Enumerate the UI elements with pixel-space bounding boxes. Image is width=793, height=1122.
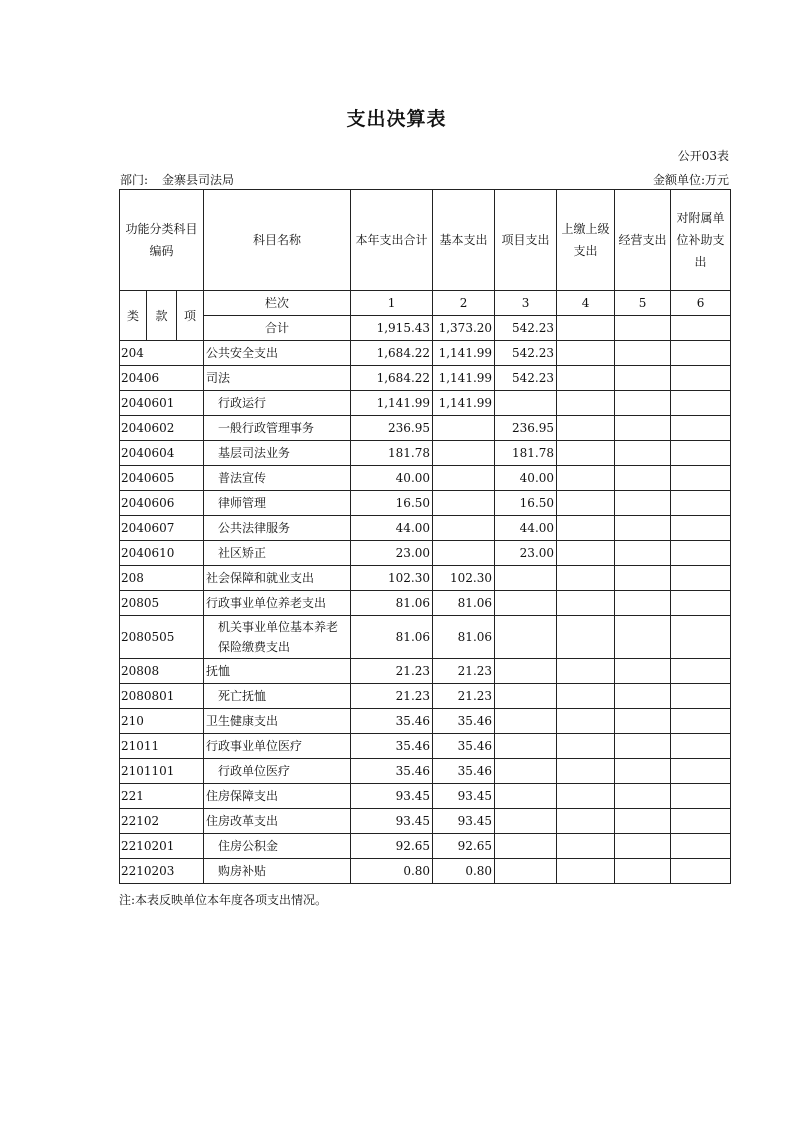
basic-cell (433, 491, 495, 516)
subsidy-cell (671, 366, 731, 391)
subject-name-cell: 住房公积金 (204, 834, 351, 859)
basic-cell: 21.23 (433, 684, 495, 709)
code-cell: 2040606 (120, 491, 204, 516)
upper-cell (557, 616, 615, 659)
header-kuan: 款 (147, 291, 177, 341)
business-cell (615, 591, 671, 616)
code-cell: 20808 (120, 659, 204, 684)
upper-cell (557, 541, 615, 566)
subject-name-cell: 行政事业单位医疗 (204, 734, 351, 759)
total-cell: 23.00 (351, 541, 433, 566)
header-total: 本年支出合计 (351, 190, 433, 291)
business-cell (615, 616, 671, 659)
table-row (120, 684, 731, 709)
code-cell: 2210203 (120, 859, 204, 884)
upper-cell (557, 391, 615, 416)
business-cell (615, 834, 671, 859)
code-cell: 22102 (120, 809, 204, 834)
subsidy-cell (671, 341, 731, 366)
total-cell: 236.95 (351, 416, 433, 441)
form-number: 公开03表 (677, 149, 729, 163)
header-row (120, 190, 731, 291)
subject-name-cell: 住房改革支出 (204, 809, 351, 834)
department-label: 部门: (120, 173, 149, 187)
business-cell (615, 659, 671, 684)
business-cell (615, 784, 671, 809)
subject-name-cell: 社会保障和就业支出 (204, 566, 351, 591)
business-cell (615, 516, 671, 541)
code-cell: 2080801 (120, 684, 204, 709)
project-cell (495, 684, 557, 709)
upper-cell (557, 341, 615, 366)
subsidy-cell (671, 759, 731, 784)
basic-cell: 35.46 (433, 759, 495, 784)
code-cell: 21011 (120, 734, 204, 759)
subject-name-cell: 抚恤 (204, 659, 351, 684)
subject-name-cell: 一般行政管理事务 (204, 416, 351, 441)
subject-name-cell: 行政运行 (204, 391, 351, 416)
business-cell (615, 466, 671, 491)
column-label: 栏次 (204, 291, 351, 316)
basic-cell: 1,141.99 (433, 341, 495, 366)
total-row (120, 316, 731, 341)
report-title: 支出决算表 (346, 108, 447, 130)
column-number: 2 (433, 291, 495, 316)
table-row (120, 834, 731, 859)
project-cell (495, 566, 557, 591)
upper-cell (557, 709, 615, 734)
total-cell: 81.06 (351, 591, 433, 616)
project-cell: 16.50 (495, 491, 557, 516)
header-xiang: 项 (177, 291, 204, 341)
footnote: 注:本表反映单位本年度各项支出情况。 (119, 893, 328, 907)
table-row (120, 391, 731, 416)
total-cell: 102.30 (351, 566, 433, 591)
subsidy-cell (671, 316, 731, 341)
total-cell: 1,684.22 (351, 366, 433, 391)
project-cell (495, 659, 557, 684)
column-number: 3 (495, 291, 557, 316)
total-cell: 35.46 (351, 759, 433, 784)
subject-name-cell: 机关事业单位基本养老保险缴费支出 (204, 616, 351, 659)
basic-cell: 93.45 (433, 809, 495, 834)
total-cell: 0.80 (351, 859, 433, 884)
header-subject-name: 科目名称 (204, 190, 351, 291)
total-cell: 93.45 (351, 809, 433, 834)
upper-cell (557, 316, 615, 341)
column-number: 4 (557, 291, 615, 316)
basic-cell: 92.65 (433, 834, 495, 859)
project-cell (495, 809, 557, 834)
business-cell (615, 859, 671, 884)
code-cell: 204 (120, 341, 204, 366)
project-cell (495, 784, 557, 809)
basic-cell: 81.06 (433, 616, 495, 659)
code-cell: 221 (120, 784, 204, 809)
project-cell (495, 834, 557, 859)
upper-cell (557, 441, 615, 466)
business-cell (615, 366, 671, 391)
basic-cell: 102.30 (433, 566, 495, 591)
project-cell: 236.95 (495, 416, 557, 441)
table-row (120, 466, 731, 491)
total-cell: 35.46 (351, 734, 433, 759)
code-cell: 2040601 (120, 391, 204, 416)
code-cell: 2040607 (120, 516, 204, 541)
department-line (120, 171, 234, 188)
business-cell (615, 541, 671, 566)
table-row (120, 341, 731, 366)
total-cell: 44.00 (351, 516, 433, 541)
code-cell: 210 (120, 709, 204, 734)
project-cell (495, 391, 557, 416)
header-basic: 基本支出 (433, 190, 495, 291)
basic-cell: 1,373.20 (433, 316, 495, 341)
table-row (120, 516, 731, 541)
project-cell (495, 759, 557, 784)
subject-name-cell: 行政单位医疗 (204, 759, 351, 784)
table-row (120, 659, 731, 684)
header-func-code: 功能分类科目编码 (120, 190, 204, 291)
subject-name-cell: 购房补贴 (204, 859, 351, 884)
total-cell: 93.45 (351, 784, 433, 809)
basic-cell (433, 416, 495, 441)
project-cell (495, 616, 557, 659)
subject-name-cell: 司法 (204, 366, 351, 391)
header-subsidy: 对附属单位补助支出 (671, 190, 731, 291)
expenditure-table (119, 189, 731, 884)
business-cell (615, 491, 671, 516)
code-cell: 2040602 (120, 416, 204, 441)
table-row (120, 366, 731, 391)
column-number: 1 (351, 291, 433, 316)
business-cell (615, 759, 671, 784)
project-cell: 40.00 (495, 466, 557, 491)
header-upper: 上缴上级支出 (557, 190, 615, 291)
header-project: 项目支出 (495, 190, 557, 291)
project-cell: 181.78 (495, 441, 557, 466)
total-label: 合计 (204, 316, 351, 341)
basic-cell (433, 466, 495, 491)
upper-cell (557, 859, 615, 884)
project-cell (495, 709, 557, 734)
subsidy-cell (671, 734, 731, 759)
subsidy-cell (671, 566, 731, 591)
upper-cell (557, 759, 615, 784)
business-cell (615, 441, 671, 466)
subsidy-cell (671, 466, 731, 491)
business-cell (615, 391, 671, 416)
subject-name-cell: 公共安全支出 (204, 341, 351, 366)
subsidy-cell (671, 659, 731, 684)
table-row (120, 859, 731, 884)
subsidy-cell (671, 591, 731, 616)
subsidy-cell (671, 516, 731, 541)
total-cell: 21.23 (351, 684, 433, 709)
subject-name-cell: 卫生健康支出 (204, 709, 351, 734)
total-cell: 16.50 (351, 491, 433, 516)
project-cell: 542.23 (495, 366, 557, 391)
business-cell (615, 416, 671, 441)
total-cell: 181.78 (351, 441, 433, 466)
subsidy-cell (671, 416, 731, 441)
total-cell: 21.23 (351, 659, 433, 684)
table-row (120, 784, 731, 809)
business-cell (615, 684, 671, 709)
business-cell (615, 341, 671, 366)
subject-name-cell: 死亡抚恤 (204, 684, 351, 709)
upper-cell (557, 734, 615, 759)
code-cell: 208 (120, 566, 204, 591)
amount-unit: 金额单位:万元 (652, 173, 729, 187)
table-row (120, 616, 731, 659)
upper-cell (557, 809, 615, 834)
project-cell: 542.23 (495, 316, 557, 341)
code-cell: 2101101 (120, 759, 204, 784)
code-cell: 20805 (120, 591, 204, 616)
code-cell: 2040604 (120, 441, 204, 466)
code-cell: 2080505 (120, 616, 204, 659)
upper-cell (557, 566, 615, 591)
upper-cell (557, 466, 615, 491)
total-cell: 81.06 (351, 616, 433, 659)
basic-cell: 21.23 (433, 659, 495, 684)
header-business: 经营支出 (615, 190, 671, 291)
code-cell: 20406 (120, 366, 204, 391)
total-cell: 35.46 (351, 709, 433, 734)
upper-cell (557, 491, 615, 516)
upper-cell (557, 366, 615, 391)
total-cell: 1,915.43 (351, 316, 433, 341)
subsidy-cell (671, 616, 731, 659)
table-row (120, 416, 731, 441)
code-cell: 2040610 (120, 541, 204, 566)
project-cell (495, 734, 557, 759)
header-lei: 类 (120, 291, 147, 341)
basic-cell: 35.46 (433, 709, 495, 734)
business-cell (615, 709, 671, 734)
table-row (120, 541, 731, 566)
subsidy-cell (671, 709, 731, 734)
subsidy-cell (671, 491, 731, 516)
code-cell: 2040605 (120, 466, 204, 491)
total-cell: 92.65 (351, 834, 433, 859)
basic-cell: 93.45 (433, 784, 495, 809)
basic-cell: 81.06 (433, 591, 495, 616)
basic-cell: 1,141.99 (433, 391, 495, 416)
table-row (120, 566, 731, 591)
project-cell (495, 591, 557, 616)
subsidy-cell (671, 809, 731, 834)
department-name: 金寨县司法局 (162, 173, 235, 187)
basic-cell: 0.80 (433, 859, 495, 884)
business-cell (615, 566, 671, 591)
table-row (120, 759, 731, 784)
table-row (120, 441, 731, 466)
table-row (120, 809, 731, 834)
subsidy-cell (671, 391, 731, 416)
subject-name-cell: 社区矫正 (204, 541, 351, 566)
upper-cell (557, 784, 615, 809)
business-cell (615, 316, 671, 341)
subsidy-cell (671, 684, 731, 709)
subject-name-cell: 住房保障支出 (204, 784, 351, 809)
table-row (120, 591, 731, 616)
subsidy-cell (671, 784, 731, 809)
basic-cell: 1,141.99 (433, 366, 495, 391)
table-row (120, 734, 731, 759)
basic-cell (433, 441, 495, 466)
code-cell: 2210201 (120, 834, 204, 859)
table-row (120, 709, 731, 734)
column-number: 5 (615, 291, 671, 316)
upper-cell (557, 684, 615, 709)
project-cell: 542.23 (495, 341, 557, 366)
subject-name-cell: 普法宣传 (204, 466, 351, 491)
total-cell: 1,684.22 (351, 341, 433, 366)
subsidy-cell (671, 541, 731, 566)
column-number: 6 (671, 291, 731, 316)
project-cell (495, 859, 557, 884)
subject-name-cell: 基层司法业务 (204, 441, 351, 466)
subject-name-cell: 行政事业单位养老支出 (204, 591, 351, 616)
subject-name-cell: 律师管理 (204, 491, 351, 516)
subsidy-cell (671, 441, 731, 466)
subsidy-cell (671, 834, 731, 859)
subject-name-cell: 公共法律服务 (204, 516, 351, 541)
column-number-row (120, 291, 731, 316)
basic-cell (433, 516, 495, 541)
project-cell: 23.00 (495, 541, 557, 566)
upper-cell (557, 516, 615, 541)
upper-cell (557, 659, 615, 684)
business-cell (615, 734, 671, 759)
total-cell: 1,141.99 (351, 391, 433, 416)
upper-cell (557, 591, 615, 616)
business-cell (615, 809, 671, 834)
upper-cell (557, 416, 615, 441)
subsidy-cell (671, 859, 731, 884)
total-cell: 40.00 (351, 466, 433, 491)
upper-cell (557, 834, 615, 859)
basic-cell: 35.46 (433, 734, 495, 759)
project-cell: 44.00 (495, 516, 557, 541)
table-row (120, 491, 731, 516)
basic-cell (433, 541, 495, 566)
